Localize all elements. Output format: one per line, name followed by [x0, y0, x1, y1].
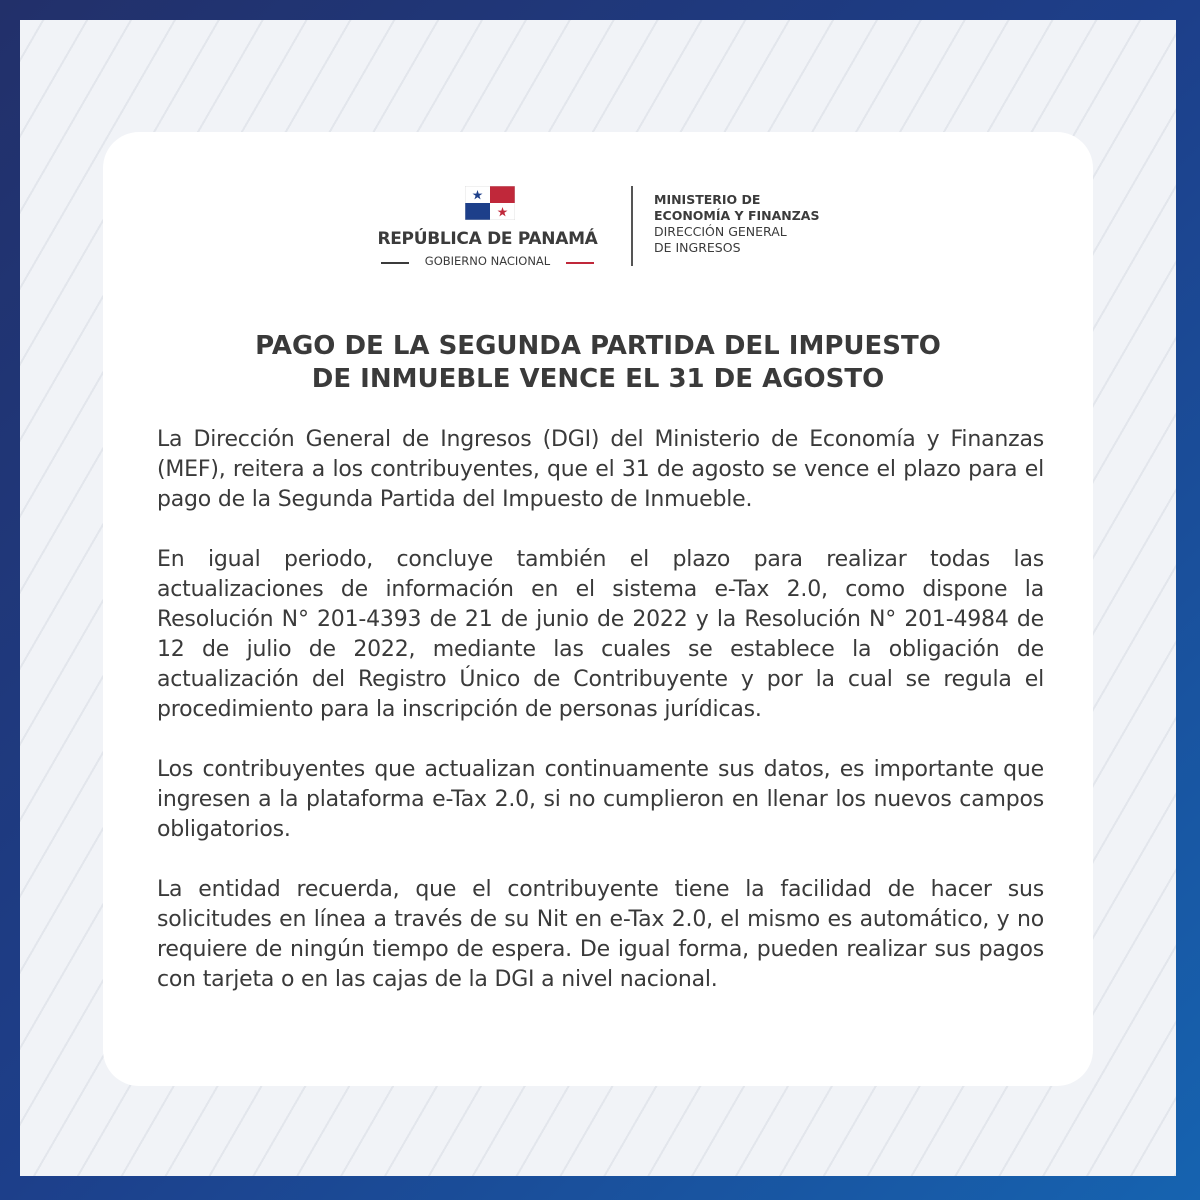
ministry-logo	[654, 192, 854, 256]
press-release-card	[103, 132, 1093, 1086]
ministry-line-1: MINISTERIO DE	[654, 192, 761, 207]
headline	[143, 330, 1053, 396]
directorate-line-1: DIRECCIÓN GENERAL	[654, 224, 787, 239]
logo-divider	[631, 186, 633, 266]
republic-title: REPÚBLICA DE PANAMÁ	[377, 229, 598, 249]
panama-flag-icon	[465, 186, 515, 220]
government-label: GOBIERNO NACIONAL	[424, 254, 551, 268]
article-body	[157, 425, 1044, 1025]
republic-logo	[365, 184, 610, 274]
divider-line-left	[381, 262, 409, 264]
paragraph: Los contribuyentes que actualizan continuamente sus datos, es importante que ingresen a la plataforma e-Tax 2.0, si no cumplieron en llenar los nuevos campos obligatorios.	[157, 757, 1044, 842]
background-frame	[20, 20, 1176, 1176]
paragraph: La Dirección General de Ingresos (DGI) del Ministerio de Economía y Finanzas (MEF), reitera a los contribuyentes, que el 31 de agosto se vence el plazo para el pago de la Segunda Partida del Impuesto de Inmueble.	[157, 427, 1044, 512]
headline-line-2: DE INMUEBLE VENCE EL 31 DE AGOSTO	[311, 364, 885, 394]
ministry-line-2: ECONOMÍA Y FINANZAS	[654, 208, 820, 223]
headline-line-1: PAGO DE LA SEGUNDA PARTIDA DEL IMPUESTO	[255, 331, 941, 361]
paragraph: En igual periodo, concluye también el plazo para realizar todas las actualizaciones de información en el sistema e-Tax 2.0, como dispone la Resolución N° 201-4393 de 21 de junio de 2022 y la Resolución N° 201-4984 de 12 de julio de 2022, mediante las cuales se establece la obligación de actualización del Registro Único de Contribuyente y por la cual se regula el procedimiento para la inscripción de personas jurídicas.	[157, 547, 1044, 722]
directorate-line-2: DE INGRESOS	[654, 240, 741, 255]
divider-line-right	[566, 262, 594, 264]
government-subtitle	[365, 254, 610, 270]
paragraph: La entidad recuerda, que el contribuyente tiene la facilidad de hacer sus solicitudes en línea a través de su Nit en e-Tax 2.0, el mismo es automático, y no requiere de ningún tiempo de espera. De igual forma, pueden realizar sus pagos con tarjeta o en las cajas de la DGI a nivel nacional.	[157, 877, 1044, 992]
government-logo-header	[103, 184, 1093, 274]
